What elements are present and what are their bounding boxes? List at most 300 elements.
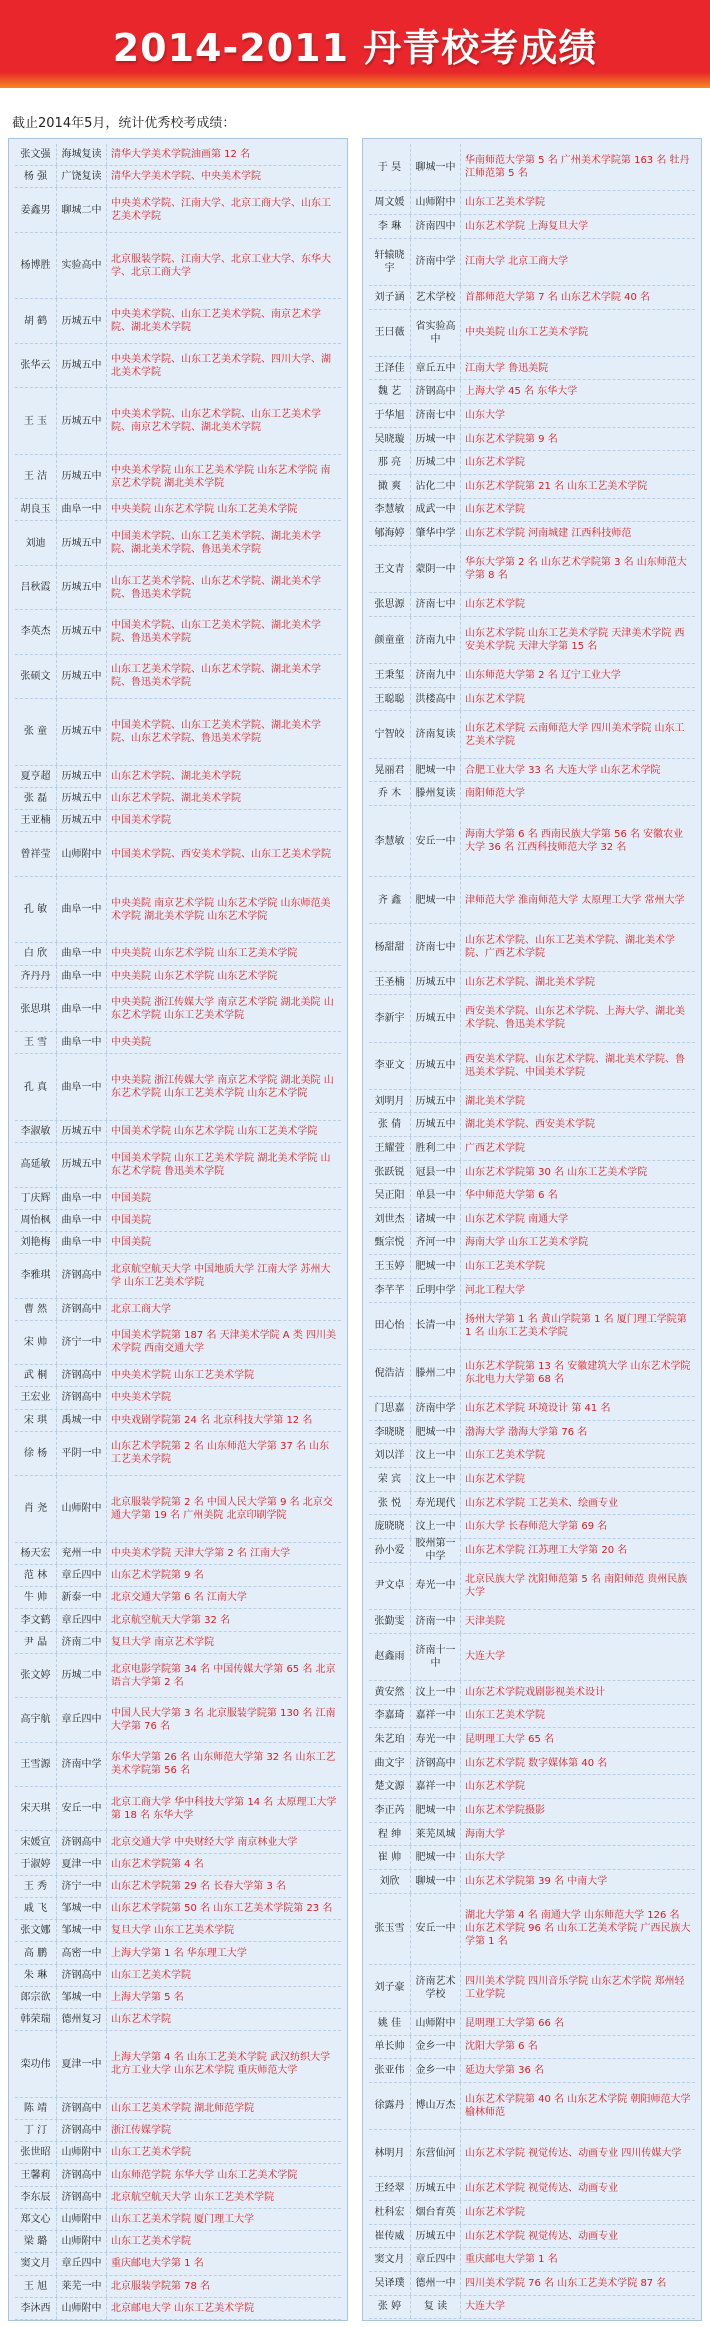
result-row (15, 2231, 341, 2253)
result-row (369, 877, 695, 924)
student-name: 陈 靖 (15, 2098, 57, 2119)
student-name: 张文娜 (15, 1920, 57, 1941)
student-name: 王经翠 (369, 2177, 411, 2200)
student-name: 杨 强 (15, 166, 57, 187)
student-school: 章丘四中 (57, 1698, 107, 1741)
exam-results: 东华大学第 26 名 山东师范大学第 32 名 山东工艺美术学院第 56 名 (111, 1752, 336, 1777)
student-name: 张跃锐 (369, 1161, 411, 1184)
exam-results: 北京交通大学 中央财经大学 南京林业大学 (111, 1836, 298, 1848)
result-row (15, 1543, 341, 1565)
result-row (15, 1410, 341, 1432)
student-name: 张思源 (369, 593, 411, 616)
result-row (369, 593, 695, 617)
result-row (369, 475, 695, 499)
exam-results: 北京航空航天大学 中国地质大学 江南大学 苏州大学 山东工艺美术学院 (111, 1263, 331, 1288)
result-row (369, 1752, 695, 1776)
result-row (15, 2276, 341, 2298)
exam-results: 中国美术学院、山东工艺美术学院、湖北美术学院、山东艺术学院、鲁迅美术学院 (111, 719, 321, 744)
student-school: 安丘一中 (57, 1787, 107, 1830)
student-name: 黄安然 (369, 1681, 411, 1704)
result-row (369, 1444, 695, 1468)
student-name: 轩辕晓宇 (369, 239, 411, 285)
exam-results: 昆明理工大学第 66 名 (465, 2017, 565, 2029)
student-school: 曲阜一中 (57, 1188, 107, 1209)
exam-results: 山东艺术学院 (111, 2014, 171, 2026)
exam-results: 中国美术学院、山东工艺美术学院、湖北美术学院、湖北美术学院、鲁迅美术学院 (111, 531, 321, 556)
student-school: 济南七中 (411, 404, 461, 427)
exam-results: 西安美术学院、山东艺术学院、湖北美术学院、鲁迅美术学院、中国美术学院 (465, 1053, 685, 1078)
student-name: 李 琳 (369, 215, 411, 238)
student-school: 济钢高中 (57, 2120, 107, 2141)
student-name: 李雅琪 (15, 1254, 57, 1297)
student-school: 滕州二中 (411, 1350, 461, 1396)
student-name: 范 林 (15, 1565, 57, 1586)
exam-results: 山东工艺美术学院 (111, 2236, 191, 2248)
student-school: 金乡一中 (411, 2036, 461, 2059)
student-name: 乔 木 (369, 782, 411, 805)
result-row (15, 233, 341, 300)
student-name: 王秉玺 (369, 664, 411, 687)
student-school: 济钢高中 (57, 1254, 107, 1297)
exam-results: 山东艺术学院 南通大学 (465, 1213, 569, 1225)
student-name: 李淑敏 (15, 1121, 57, 1142)
student-name: 张 磊 (15, 788, 57, 809)
exam-results: 复旦大学 山东工艺美术学院 (111, 1925, 235, 1937)
student-name: 晃丽君 (369, 759, 411, 782)
student-name: 吕秋霞 (15, 566, 57, 609)
student-name: 宋 帅 (15, 1321, 57, 1364)
student-name: 王圣楠 (369, 972, 411, 995)
student-name: 郑文心 (15, 2209, 57, 2230)
student-school: 肥城一中 (411, 759, 461, 782)
student-name: 吴译璞 (369, 2272, 411, 2295)
student-school: 历城五中 (411, 2177, 461, 2200)
student-name: 张硕文 (15, 655, 57, 698)
exam-results: 华中师范大学第 6 名 (465, 1190, 558, 1202)
student-school: 寿光一中 (411, 1728, 461, 1751)
exam-results: 山东艺术学院 河南城建 江西科技师范 (465, 528, 632, 540)
exam-results: 大连大学 (465, 2301, 505, 2313)
student-name: 曹 然 (15, 1299, 57, 1320)
student-name: 李沐西 (15, 2298, 57, 2319)
exam-results: 山东艺术学院、湖北美术学院 (111, 770, 241, 782)
exam-results: 北京服装学院、江南大学、北京工业大学、东华大学、北京工商大学 (111, 253, 331, 278)
student-name: 张亚伟 (369, 2059, 411, 2082)
student-name: 倪浩洁 (369, 1350, 411, 1396)
result-row (15, 1632, 341, 1654)
exam-results: 山东艺术学院 江苏理工大学第 20 名 (465, 1544, 628, 1556)
student-name: 王 秀 (15, 1876, 57, 1897)
exam-results: 山东艺术学院 (465, 504, 525, 516)
exam-results: 南阳师范大学 (465, 788, 525, 800)
student-school: 夏津一中 (57, 2031, 107, 2097)
student-name: 崔传威 (369, 2225, 411, 2248)
result-row (15, 388, 341, 455)
student-name: 刘欣 (369, 1870, 411, 1893)
student-school: 诸城一中 (411, 1208, 461, 1231)
student-name: 李东辰 (15, 2187, 57, 2208)
exam-results: 渤海大学 渤海大学第 76 名 (465, 1426, 588, 1438)
student-school: 安丘一中 (411, 1894, 461, 1964)
student-name: 武 桐 (15, 1365, 57, 1386)
result-row (369, 1113, 695, 1137)
exam-results: 上海大学第 5 名 (111, 1991, 184, 2003)
student-school: 汶上一中 (411, 1444, 461, 1467)
student-name: 李文鹤 (15, 1609, 57, 1630)
exam-results: 中央美院 浙江传媒大学 南京艺术学院 湖北美院 山东艺术学院 山东工艺美术学院 山东艺术学院 (111, 1075, 334, 1100)
exam-results: 海南大学 (465, 1828, 505, 1840)
student-school: 济钢高中 (411, 380, 461, 403)
exam-results: 山东艺术学院 视觉传达、动画专业 (465, 2230, 619, 2242)
student-name: 王聪聪 (369, 688, 411, 711)
exam-results: 中国美术学院、山东工艺美术学院、湖北美术学院、鲁迅美术学院 (111, 619, 321, 644)
exam-results: 清华大学美术学院、中央美术学院 (111, 171, 261, 183)
student-school: 济南中学 (411, 239, 461, 285)
exam-results: 山东艺术学院第 50 名 山东工艺美术学院第 23 名 (111, 1903, 333, 1915)
exam-results: 合肥工业大学 33 名 大连大学 山东艺术学院 (465, 764, 661, 776)
student-school: 金乡一中 (411, 2059, 461, 2082)
student-name: 单长帅 (369, 2036, 411, 2059)
exam-results: 山东艺术学院 上海复旦大学 (465, 220, 589, 232)
result-row (369, 2296, 695, 2320)
result-row (369, 1870, 695, 1894)
student-name: 徐露丹 (369, 2083, 411, 2129)
student-school: 曲阜一中 (57, 943, 107, 964)
student-name: 撖 爽 (369, 475, 411, 498)
student-school: 长清一中 (411, 1303, 461, 1349)
result-row (369, 1232, 695, 1256)
student-school: 聊城二中 (57, 188, 107, 231)
exam-results: 山东工艺美术学院 (465, 197, 545, 209)
student-name: 林明月 (369, 2130, 411, 2176)
student-school: 历城一中 (411, 428, 461, 451)
student-name: 张世昭 (15, 2142, 57, 2163)
student-school: 历城五中 (57, 655, 107, 698)
student-name: 周文媛 (369, 191, 411, 214)
student-name: 朱艺珀 (369, 1728, 411, 1751)
exam-results: 北京航空航天大学第 32 名 (111, 1614, 231, 1626)
student-name: 戚 飞 (15, 1898, 57, 1919)
student-name: 吴晓璇 (369, 428, 411, 451)
exam-results: 天津美院 (465, 1615, 505, 1627)
student-school: 济南七中 (411, 593, 461, 616)
student-school: 海城复读 (57, 144, 107, 165)
student-name: 王馨莉 (15, 2164, 57, 2185)
student-name: 高宇航 (15, 1698, 57, 1741)
result-row (15, 810, 341, 832)
exam-results: 中央美术学院、江南大学、北京工商大学、山东工艺美术学院 (111, 198, 331, 223)
student-name: 庞晓晓 (369, 1515, 411, 1538)
student-name: 刘艳梅 (15, 1232, 57, 1253)
student-school: 夏津一中 (57, 1854, 107, 1875)
exam-results: 山东艺术学院摄影 (465, 1804, 545, 1816)
student-school: 莱芜一中 (57, 2276, 107, 2297)
exam-results: 沈阳大学第 6 名 (465, 2041, 538, 2053)
student-name: 白 欣 (15, 943, 57, 964)
exam-results: 山东艺术学院戏剧影视美术设计 (465, 1686, 605, 1698)
exam-results: 湖北美术学院 (465, 1095, 525, 1107)
result-row (15, 1143, 341, 1187)
student-name: 杜科宏 (369, 2201, 411, 2224)
result-row (15, 2031, 341, 2098)
student-name: 韩荣瑞 (15, 2009, 57, 2030)
student-name: 杨天宏 (15, 1543, 57, 1564)
student-school: 济南艺术学校 (411, 1965, 461, 2011)
student-name: 孙小爱 (369, 1539, 411, 1562)
result-row (15, 788, 341, 810)
student-name: 张玉雪 (369, 1894, 411, 1964)
result-row (15, 2098, 341, 2120)
student-name: 胡良玉 (15, 499, 57, 520)
exam-results: 湖北美术学院、西安美术学院 (465, 1119, 595, 1131)
student-school: 济南复读 (411, 711, 461, 757)
student-name: 楚文源 (369, 1775, 411, 1798)
student-school: 烟台育英 (411, 2201, 461, 2224)
student-name: 甄宗悦 (369, 1232, 411, 1255)
student-name: 宋媛宣 (15, 1831, 57, 1852)
exam-results: 山东工艺美术学院 (465, 1710, 545, 1722)
result-row (369, 499, 695, 523)
exam-results: 北京交通大学第 6 名 江南大学 (111, 1592, 247, 1604)
result-row (15, 2187, 341, 2209)
student-school: 历城五中 (411, 1090, 461, 1113)
exam-results: 山东艺术学院 环境设计 第 41 名 (465, 1402, 611, 1414)
result-row (369, 1634, 695, 1681)
result-row (15, 1898, 341, 1920)
student-school: 山师附中 (57, 832, 107, 875)
exam-results: 中央戏剧学院第 24 名 北京科技大学第 12 名 (111, 1414, 313, 1426)
student-school: 曲阜一中 (57, 988, 107, 1031)
student-school: 章丘五中 (411, 357, 461, 380)
exam-results: 山东艺术学院第 30 名 山东工艺美术学院 (465, 1166, 648, 1178)
exam-results: 中央美术学院 天津大学第 2 名 江南大学 (111, 1547, 291, 1559)
student-name: 刘明月 (369, 1090, 411, 1113)
exam-results: 山东艺术学院 视觉传达、动画专业 四川传媒大学 (465, 2147, 682, 2159)
result-row (15, 1121, 341, 1143)
student-name: 刘世杰 (369, 1208, 411, 1231)
result-row (369, 380, 695, 404)
student-school: 汶上一中 (411, 1468, 461, 1491)
exam-results: 山东大学 (465, 1852, 505, 1864)
student-school: 平阴一中 (57, 1432, 107, 1475)
student-name: 李新宇 (369, 995, 411, 1041)
exam-results: 中央美术学院、山东艺术学院、山东工艺美术学院、南京艺术学院、湖北美术学院 (111, 409, 321, 434)
student-name: 宁智皎 (369, 711, 411, 757)
student-name: 宋 琪 (15, 1410, 57, 1431)
student-name: 崔 帅 (369, 1846, 411, 1869)
student-school: 历城五中 (57, 344, 107, 387)
student-school: 历城五中 (57, 788, 107, 809)
student-school: 山师附中 (57, 2298, 107, 2319)
student-name: 王耀萱 (369, 1137, 411, 1160)
result-row (15, 1831, 341, 1853)
result-row (369, 404, 695, 428)
student-school: 历城五中 (57, 566, 107, 609)
student-school: 济钢高中 (57, 1831, 107, 1852)
result-row (15, 2209, 341, 2231)
student-name: 杨博胜 (15, 233, 57, 299)
student-name: 李慧敏 (369, 806, 411, 876)
exam-results: 北京民族大学 沈阳师范第 5 名 南阳师范 贵州民族大学 (465, 1573, 688, 1598)
exam-results: 山东师范大学第 2 名 辽宁工业大学 (465, 669, 621, 681)
student-name: 王玉婷 (369, 1255, 411, 1278)
student-name: 王宏业 (15, 1387, 57, 1408)
result-row (369, 1279, 695, 1303)
result-row (15, 455, 341, 499)
result-row (369, 2059, 695, 2083)
exam-results: 山东工艺美术学院 (465, 1261, 545, 1273)
student-school: 济南中学 (411, 1397, 461, 1420)
exam-results: 中央美院 南京艺术学院 山东艺术学院 山东师范美术学院 湖北美术学院 山东艺术学院 (111, 897, 331, 922)
student-name: 张 悦 (369, 1492, 411, 1515)
result-row (369, 1043, 695, 1090)
student-school: 山师附中 (57, 2209, 107, 2230)
student-school: 滕州复读 (411, 782, 461, 805)
student-school: 济宁一中 (57, 1321, 107, 1364)
student-name: 刘迪 (15, 521, 57, 564)
student-name: 李慧敏 (369, 499, 411, 522)
exam-results: 上海大学 45 名 东华大学 (465, 386, 578, 398)
student-name: 刘子涵 (369, 286, 411, 309)
results-table-right (362, 138, 702, 2321)
student-school: 肥城一中 (411, 1799, 461, 1822)
student-school: 济钢高中 (57, 2187, 107, 2208)
student-name: 杨甜甜 (369, 924, 411, 970)
student-school: 实验高中 (57, 233, 107, 299)
result-row (15, 1054, 341, 1121)
exam-results: 山东艺术学院、湖北美术学院 (465, 977, 595, 989)
exam-results: 扬州大学第 1 名 黄山学院第 1 名 厦门理工学院第 1 名 山东工艺美术学院 (465, 1313, 687, 1338)
result-row (369, 2036, 695, 2060)
exam-results: 山东艺术学院 (465, 1781, 525, 1793)
student-name: 于 昊 (369, 144, 411, 190)
student-school: 历城五中 (411, 1113, 461, 1136)
student-school: 寿光现代 (411, 1492, 461, 1515)
result-row (369, 1161, 695, 1185)
student-school: 济南十一中 (411, 1634, 461, 1680)
exam-results: 北京航空航天大学 山东工艺美术学院 (111, 2191, 275, 2203)
result-row (369, 1397, 695, 1421)
exam-results: 中央美院 山东工艺美术学院 (465, 327, 589, 339)
student-school: 济钢高中 (57, 1387, 107, 1408)
student-school: 历城五中 (57, 766, 107, 787)
result-row (369, 286, 695, 310)
exam-results: 中央美院 山东艺术学院 山东工艺美术学院 (111, 504, 298, 516)
student-school: 山师附中 (57, 2142, 107, 2163)
student-name: 于华旭 (369, 404, 411, 427)
result-row (15, 1942, 341, 1964)
student-school: 济南七中 (411, 924, 461, 970)
exam-results: 北京服装学院第 2 名 中国人民大学第 9 名 北京交通大学第 19 名 广州美院 北京印刷学院 (111, 1496, 333, 1521)
result-row (15, 655, 341, 699)
student-name: 李正芮 (369, 1799, 411, 1822)
student-school: 曲阜一中 (57, 1232, 107, 1253)
student-school: 聊城一中 (411, 1870, 461, 1893)
result-row (15, 1698, 341, 1742)
result-row (15, 766, 341, 788)
exam-results: 海南大学 山东工艺美术学院 (465, 1237, 589, 1249)
student-school: 邹城一中 (57, 1898, 107, 1919)
exam-results: 湖北大学第 4 名 南通大学 山东师范大学 126 名 山东艺术学院 96 名 山东工艺美术学院 广西民族大学第 1 名 (465, 1910, 691, 1948)
student-name: 程 绅 (369, 1823, 411, 1846)
exam-results: 山东艺术学院第 2 名 山东师范大学第 37 名 山东工艺美术学院 (111, 1441, 330, 1466)
result-row (369, 546, 695, 593)
student-name: 荣 宾 (369, 1468, 411, 1491)
student-name: 王亚楠 (15, 810, 57, 831)
exam-results: 华南师范大学第 5 名 广州美术学院第 163 名 牡丹江师范第 5 名 (465, 155, 690, 180)
student-name: 刘子豪 (369, 1965, 411, 2011)
student-name: 刘以洋 (369, 1444, 411, 1467)
student-school: 历城五中 (57, 699, 107, 765)
result-row (369, 759, 695, 783)
student-school: 齐河一中 (411, 1232, 461, 1255)
result-row (15, 188, 341, 232)
result-row (369, 1563, 695, 1610)
exam-results: 山东艺术学院第 40 名 山东艺术学院 朝阳师范大学 榆林师范 (465, 2093, 691, 2118)
student-school: 曲阜一中 (57, 966, 107, 987)
exam-results: 山东艺术学院 视觉传达、动画专业 (465, 2183, 619, 2195)
student-name: 齐 鑫 (369, 877, 411, 923)
student-name: 张勤雯 (369, 1610, 411, 1633)
student-name: 尹文卓 (369, 1563, 411, 1609)
student-school: 汶上一中 (411, 1681, 461, 1704)
exam-results: 中国美院 (111, 1192, 151, 1204)
result-row (369, 1681, 695, 1705)
student-name: 田心怡 (369, 1303, 411, 1349)
student-school: 历城五中 (57, 1121, 107, 1142)
exam-results: 中央美术学院 山东工艺美术学院 山东艺术学院 南京艺术学院 湖北美术学院 (111, 464, 331, 489)
result-row (15, 166, 341, 188)
exam-results: 上海大学第 1 名 华东理工大学 (111, 1947, 247, 1959)
exam-results: 山东艺术学院第 39 名 中南大学 (465, 1875, 608, 1887)
result-row (369, 688, 695, 712)
exam-results: 广西艺术学院 (465, 1142, 525, 1154)
result-row (15, 1743, 341, 1787)
student-name: 于淑婷 (15, 1854, 57, 1875)
student-name: 姚 佳 (369, 2012, 411, 2035)
student-school: 蒙阴一中 (411, 546, 461, 592)
student-school: 济南二中 (57, 1632, 107, 1653)
student-school: 历城五中 (411, 1043, 461, 1089)
exam-results: 山东工艺美术学院 (465, 1450, 545, 1462)
student-school: 聊城一中 (411, 144, 461, 190)
student-school: 嘉祥一中 (411, 1775, 461, 1798)
student-school: 章丘四中 (57, 1609, 107, 1630)
result-row (15, 943, 341, 965)
exam-results: 山东艺术学院第 29 名 长春大学第 3 名 (111, 1880, 286, 1892)
student-name: 丁庆辉 (15, 1188, 57, 1209)
student-school: 禹城一中 (57, 1410, 107, 1431)
result-row (369, 239, 695, 286)
student-school: 莱芜凤城 (411, 1823, 461, 1846)
student-school: 山师附中 (57, 2231, 107, 2252)
student-school: 济钢高中 (57, 2098, 107, 2119)
exam-results: 江南大学 北京工商大学 (465, 256, 569, 268)
exam-results: 中央美院 (111, 1037, 151, 1049)
student-name: 梁 璐 (15, 2231, 57, 2252)
student-school: 复 读 (411, 2296, 461, 2319)
exam-results: 山东师范学院 东华大学 山东工艺美术学院 (111, 2169, 298, 2181)
exam-results: 中国美院 (111, 1237, 151, 1249)
student-school: 邹城一中 (57, 1920, 107, 1941)
result-row (15, 1987, 341, 2009)
student-school: 章丘四中 (57, 1565, 107, 1586)
exam-results: 上海大学第 4 名 山东工艺美术学院 武汉纺织大学 北方工业大学 山东艺术学院 重庆师范大学 (111, 2052, 331, 2077)
student-name: 齐丹丹 (15, 966, 57, 987)
exam-results: 山东艺术学院 (465, 457, 525, 469)
result-row (369, 664, 695, 688)
result-row (369, 1208, 695, 1232)
